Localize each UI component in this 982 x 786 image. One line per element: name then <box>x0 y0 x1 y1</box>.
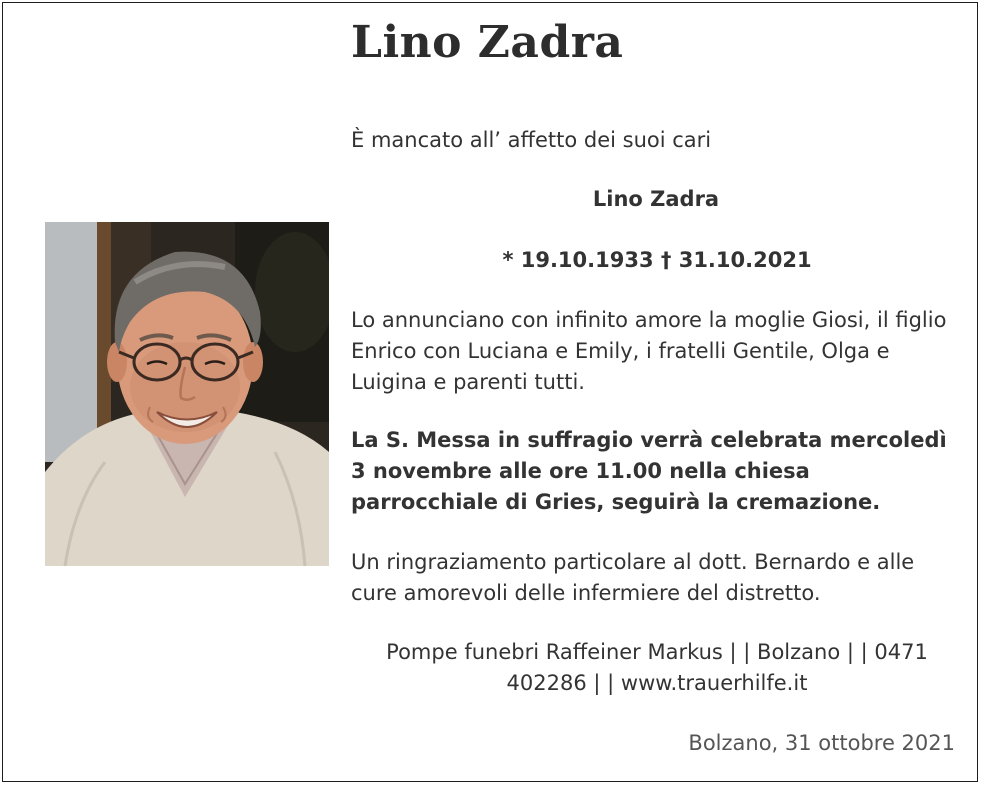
obituary-card <box>2 2 978 782</box>
announcement-text: Lo annunciano con infinito amore la moglie Giosi, il figlio Enrico con Luciana e Emily, i fratelli Gentile, Olga e Luigina e parenti tutti. <box>351 308 947 394</box>
funeral-home-info: Pompe funebri Raffeiner Markus | | Bolzano | | 0471 402286 | | www.trauerhilfe.it <box>386 640 928 695</box>
mass-information: La S. Messa in suffragio verrà celebrata mercoledì 3 novembre alle ore 11.00 nella chiesa parrocchiale di Gries, seguirà la cremazione. <box>351 428 947 514</box>
life-dates: * 19.10.1933 † 31.10.2021 <box>502 248 812 272</box>
intro-text: È mancato all’ affetto dei suoi cari <box>351 128 712 152</box>
deceased-name: Lino Zadra <box>592 187 720 211</box>
thanks-text: Un ringraziamento particolare al dott. Bernardo e alle cure amorevoli delle infermiere del distretto. <box>351 550 915 605</box>
portrait-photo <box>45 222 329 566</box>
notice-title: Lino Zadra <box>351 17 624 68</box>
place-and-date: Bolzano, 31 ottobre 2021 <box>688 731 955 755</box>
